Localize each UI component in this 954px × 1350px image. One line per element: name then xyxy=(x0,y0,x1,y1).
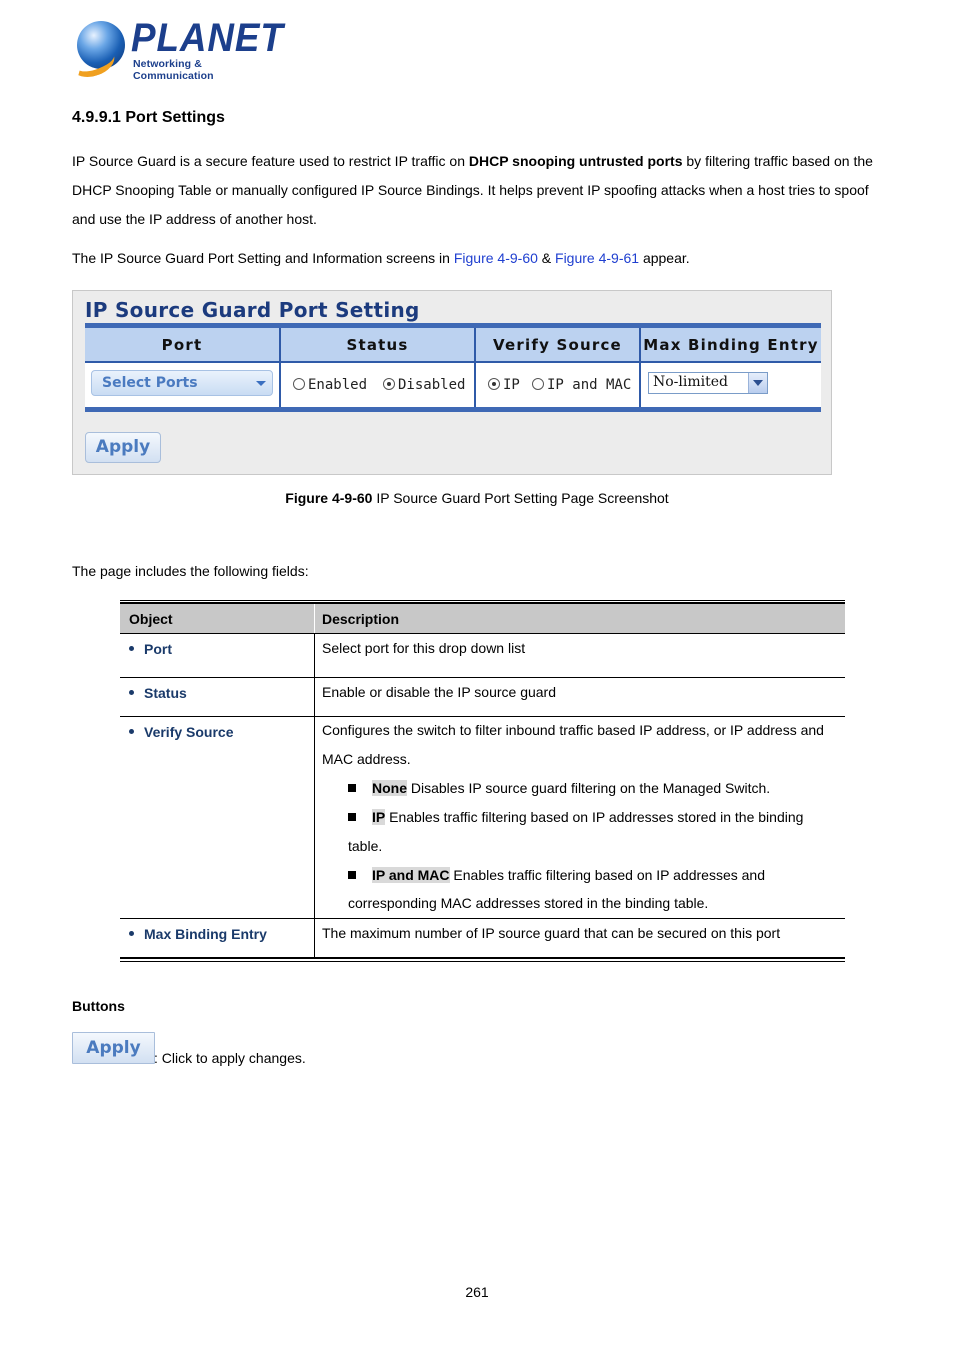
planet-logo xyxy=(75,16,284,82)
apply-button[interactable]: Apply xyxy=(85,432,161,463)
item-key: None xyxy=(372,780,407,796)
status-enabled-option[interactable] xyxy=(293,377,367,393)
column-object: Object xyxy=(129,611,173,627)
port-cell xyxy=(85,363,281,407)
intro-text: & xyxy=(537,250,556,266)
radio-enabled[interactable] xyxy=(293,378,305,390)
radio-ip-and-mac[interactable] xyxy=(532,378,544,390)
fields-intro: The page includes the following fields: xyxy=(72,563,309,579)
status-cell xyxy=(281,363,476,407)
panel-title: IP Source Guard Port Setting xyxy=(85,298,420,322)
bullet-icon xyxy=(129,729,134,734)
square-bullet-icon xyxy=(348,871,356,879)
caption-figure-number: Figure 4-9-60 xyxy=(285,490,373,506)
header-status: Status xyxy=(281,328,476,363)
item-text: Enables traffic filtering based on IP addresses stored in the binding table. xyxy=(348,809,804,854)
intro-text: appear. xyxy=(639,250,690,266)
radio-ip-mac-label: IP and MAC xyxy=(547,377,632,393)
header-separator xyxy=(314,604,315,633)
object-label: Status xyxy=(144,685,187,701)
page-number: 261 xyxy=(465,1284,489,1300)
max-binding-cell xyxy=(641,363,821,407)
description-max-binding-entry: The maximum number of IP source guard that can be secured on this port xyxy=(322,925,781,941)
item-text: Enables traffic filtering based on IP addresses and corresponding MAC addresses stored in the binding table. xyxy=(348,867,765,911)
table-header xyxy=(120,604,845,633)
item-key: IP xyxy=(372,809,386,825)
verify-item-ip xyxy=(348,803,828,861)
max-binding-select[interactable] xyxy=(648,372,768,394)
object-label: Max Binding Entry xyxy=(144,926,267,942)
header-max-binding-entry: Max Binding Entry xyxy=(641,328,821,363)
apply-description: : Click to apply changes. xyxy=(154,1050,306,1066)
figure-caption xyxy=(0,490,954,506)
object-label: Verify Source xyxy=(144,724,234,740)
square-bullet-icon xyxy=(348,784,356,792)
radio-enabled-label: Enabled xyxy=(308,377,368,393)
object-max-binding-entry xyxy=(129,926,267,942)
column-separator xyxy=(314,633,315,958)
description-status: Enable or disable the IP source guard xyxy=(322,684,557,700)
object-port xyxy=(129,641,172,657)
logo-brand: PLANET xyxy=(131,16,284,60)
radio-ip-label: IP xyxy=(503,377,520,393)
item-key: IP and MAC xyxy=(372,867,450,883)
object-label: Port xyxy=(144,641,172,657)
port-select-label: Select Ports xyxy=(102,375,198,391)
table-bottom-rule xyxy=(120,957,845,962)
port-select-dropdown[interactable] xyxy=(91,370,273,396)
dropdown-arrow-icon[interactable] xyxy=(748,373,767,393)
ip-source-guard-panel xyxy=(72,290,832,475)
intro-bold: DHCP snooping untrusted ports xyxy=(468,153,683,169)
verify-item-ip-and-mac xyxy=(348,861,828,917)
radio-disabled[interactable] xyxy=(383,378,395,390)
bullet-icon xyxy=(129,690,134,695)
status-disabled-option[interactable] xyxy=(383,377,465,393)
intro-paragraph-2 xyxy=(72,244,892,273)
buttons-heading: Buttons xyxy=(72,998,125,1014)
radio-ip[interactable] xyxy=(488,378,500,390)
verify-ip-option[interactable] xyxy=(488,377,520,393)
object-status xyxy=(129,685,187,701)
column-description: Description xyxy=(322,611,400,627)
item-text: Disables IP source guard filtering on the Managed Switch. xyxy=(407,780,771,796)
logo-tagline: Networking & Communication xyxy=(133,58,214,82)
caption-text: IP Source Guard Port Setting Page Screenshot xyxy=(372,490,669,506)
section-title: 4.9.9.1 Port Settings xyxy=(72,109,225,126)
object-verify-source xyxy=(129,724,234,740)
square-bullet-icon xyxy=(348,813,356,821)
header-port: Port xyxy=(85,328,281,363)
figure-link-4-9-60[interactable]: Figure 4-9-60 xyxy=(453,250,538,266)
chevron-down-icon xyxy=(256,381,266,386)
description-verify-source: Configures the switch to filter inbound traffic based IP address, or IP address and MAC address. xyxy=(322,722,824,767)
verify-source-cell xyxy=(476,363,641,407)
description-port: Select port for this drop down list xyxy=(322,640,526,656)
apply-button-sample[interactable]: Apply xyxy=(72,1032,155,1064)
verify-item-none xyxy=(348,774,828,803)
figure-link-4-9-61[interactable]: Figure 4-9-61 xyxy=(555,250,640,266)
bullet-icon xyxy=(129,646,134,651)
bullet-icon xyxy=(129,931,134,936)
radio-disabled-label: Disabled xyxy=(398,377,466,393)
port-setting-grid xyxy=(85,323,821,412)
verify-ip-mac-option[interactable] xyxy=(532,377,631,393)
intro-text: IP Source Guard is a secure feature used to restrict IP traffic on xyxy=(72,153,469,169)
max-binding-value: No-limited xyxy=(653,374,728,390)
intro-text: by filtering traffic based on the DHCP Snooping Table or manually configured IP Source Bindings. It helps prevent IP spoofing attacks when a host tries to spoof and use the IP address of another host. xyxy=(72,153,873,227)
fields-table xyxy=(120,600,845,962)
intro-paragraph-1 xyxy=(72,147,892,234)
intro-text: The IP Source Guard Port Setting and Information screens in xyxy=(72,250,454,266)
header-verify-source: Verify Source xyxy=(476,328,641,363)
